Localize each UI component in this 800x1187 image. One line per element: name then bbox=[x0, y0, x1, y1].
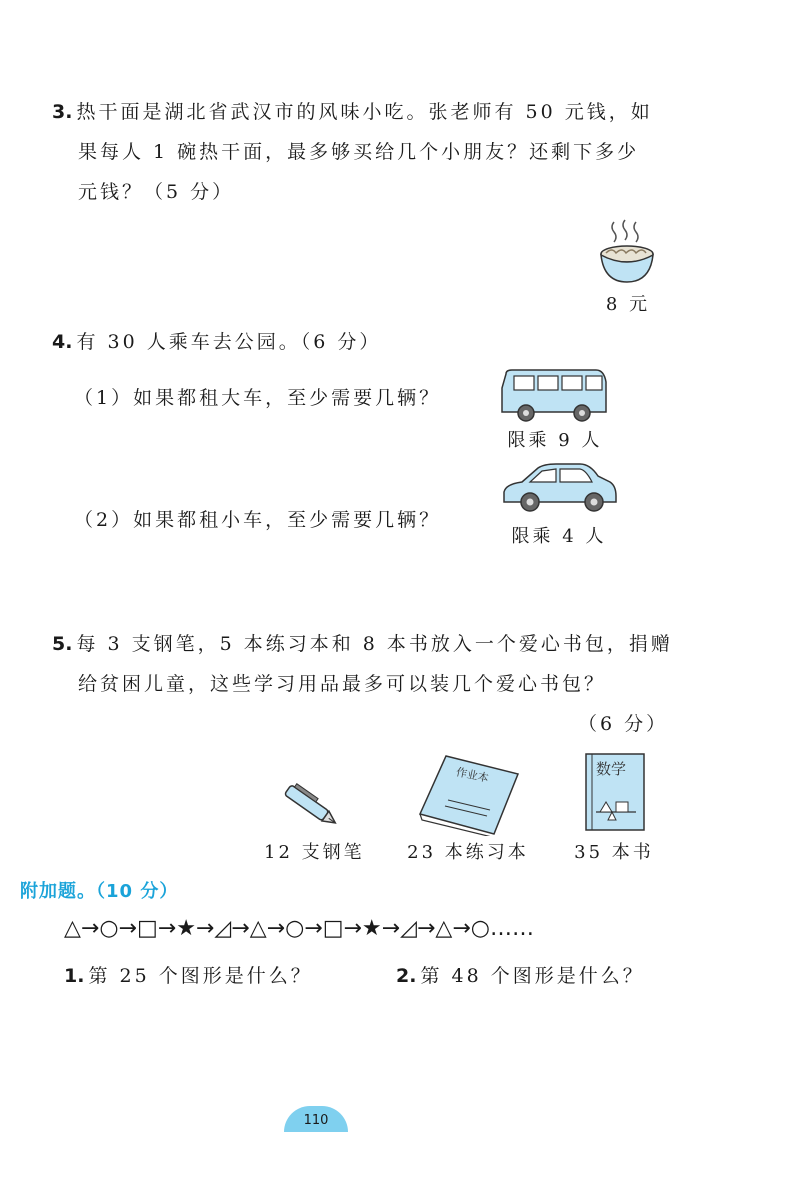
q4-number: 4. bbox=[52, 331, 73, 353]
bonus-q2-number: 2. bbox=[396, 965, 417, 987]
bus-icon bbox=[498, 368, 608, 424]
book-caption: 35 本书 bbox=[574, 842, 654, 863]
bonus-q1-text: 第 25 个图形是什么？ bbox=[88, 965, 313, 987]
book-label: 数学 bbox=[596, 760, 627, 778]
car-caption: 限乘 4 人 bbox=[511, 526, 607, 547]
bonus-q2 bbox=[396, 956, 645, 996]
bonus-q2-text: 第 48 个图形是什么？ bbox=[420, 965, 645, 987]
shape-sequence: △→○→□→★→◿→△→○→□→★→◿→△→○…… bbox=[64, 916, 534, 941]
q3-line1 bbox=[52, 92, 653, 132]
notebook-label: 作业本 bbox=[454, 765, 490, 786]
pen-caption: 12 支钢笔 bbox=[264, 842, 365, 863]
q4-title-line bbox=[52, 322, 381, 362]
q5-line2: 给贫困儿童，这些学习用品最多可以装几个爱心书包？ bbox=[78, 673, 607, 695]
q4-sub2: （2）如果都租小车，至少需要几辆？ bbox=[74, 509, 442, 531]
bonus-q1-number: 1. bbox=[64, 965, 85, 987]
noodle-bowl-icon bbox=[592, 218, 662, 286]
noodle-price: 8 元 bbox=[605, 294, 651, 315]
q3-line3: 元钱？（5 分） bbox=[78, 181, 235, 203]
q5-line1 bbox=[52, 624, 673, 664]
q3-text-1: 热干面是湖北省武汉市的风味小吃。张老师有 50 元钱，如 bbox=[76, 101, 653, 123]
q3-line2: 果每人 1 碗热干面，最多够买给几个小朋友？还剩下多少 bbox=[78, 141, 640, 163]
bus-caption: 限乘 9 人 bbox=[507, 430, 603, 451]
bonus-q1 bbox=[64, 956, 313, 996]
q3-number: 3. bbox=[52, 101, 73, 123]
q5-text-1: 每 3 支钢笔，5 本练习本和 8 本书放入一个爱心书包，捐赠 bbox=[76, 633, 673, 655]
notebook-icon bbox=[414, 752, 524, 836]
pen-icon bbox=[276, 778, 352, 838]
car-icon bbox=[500, 462, 618, 514]
q5-number: 5. bbox=[52, 633, 73, 655]
page-number: 110 bbox=[284, 1106, 348, 1132]
math-book-icon bbox=[584, 752, 646, 832]
q4-title: 有 30 人乘车去公园。（6 分） bbox=[76, 331, 382, 353]
q4-sub1: （1）如果都租大车，至少需要几辆？ bbox=[74, 387, 442, 409]
q5-score: （6 分） bbox=[578, 713, 669, 735]
notebook-caption: 23 本练习本 bbox=[407, 842, 529, 863]
bonus-title: 附加题。（10 分） bbox=[20, 881, 179, 902]
